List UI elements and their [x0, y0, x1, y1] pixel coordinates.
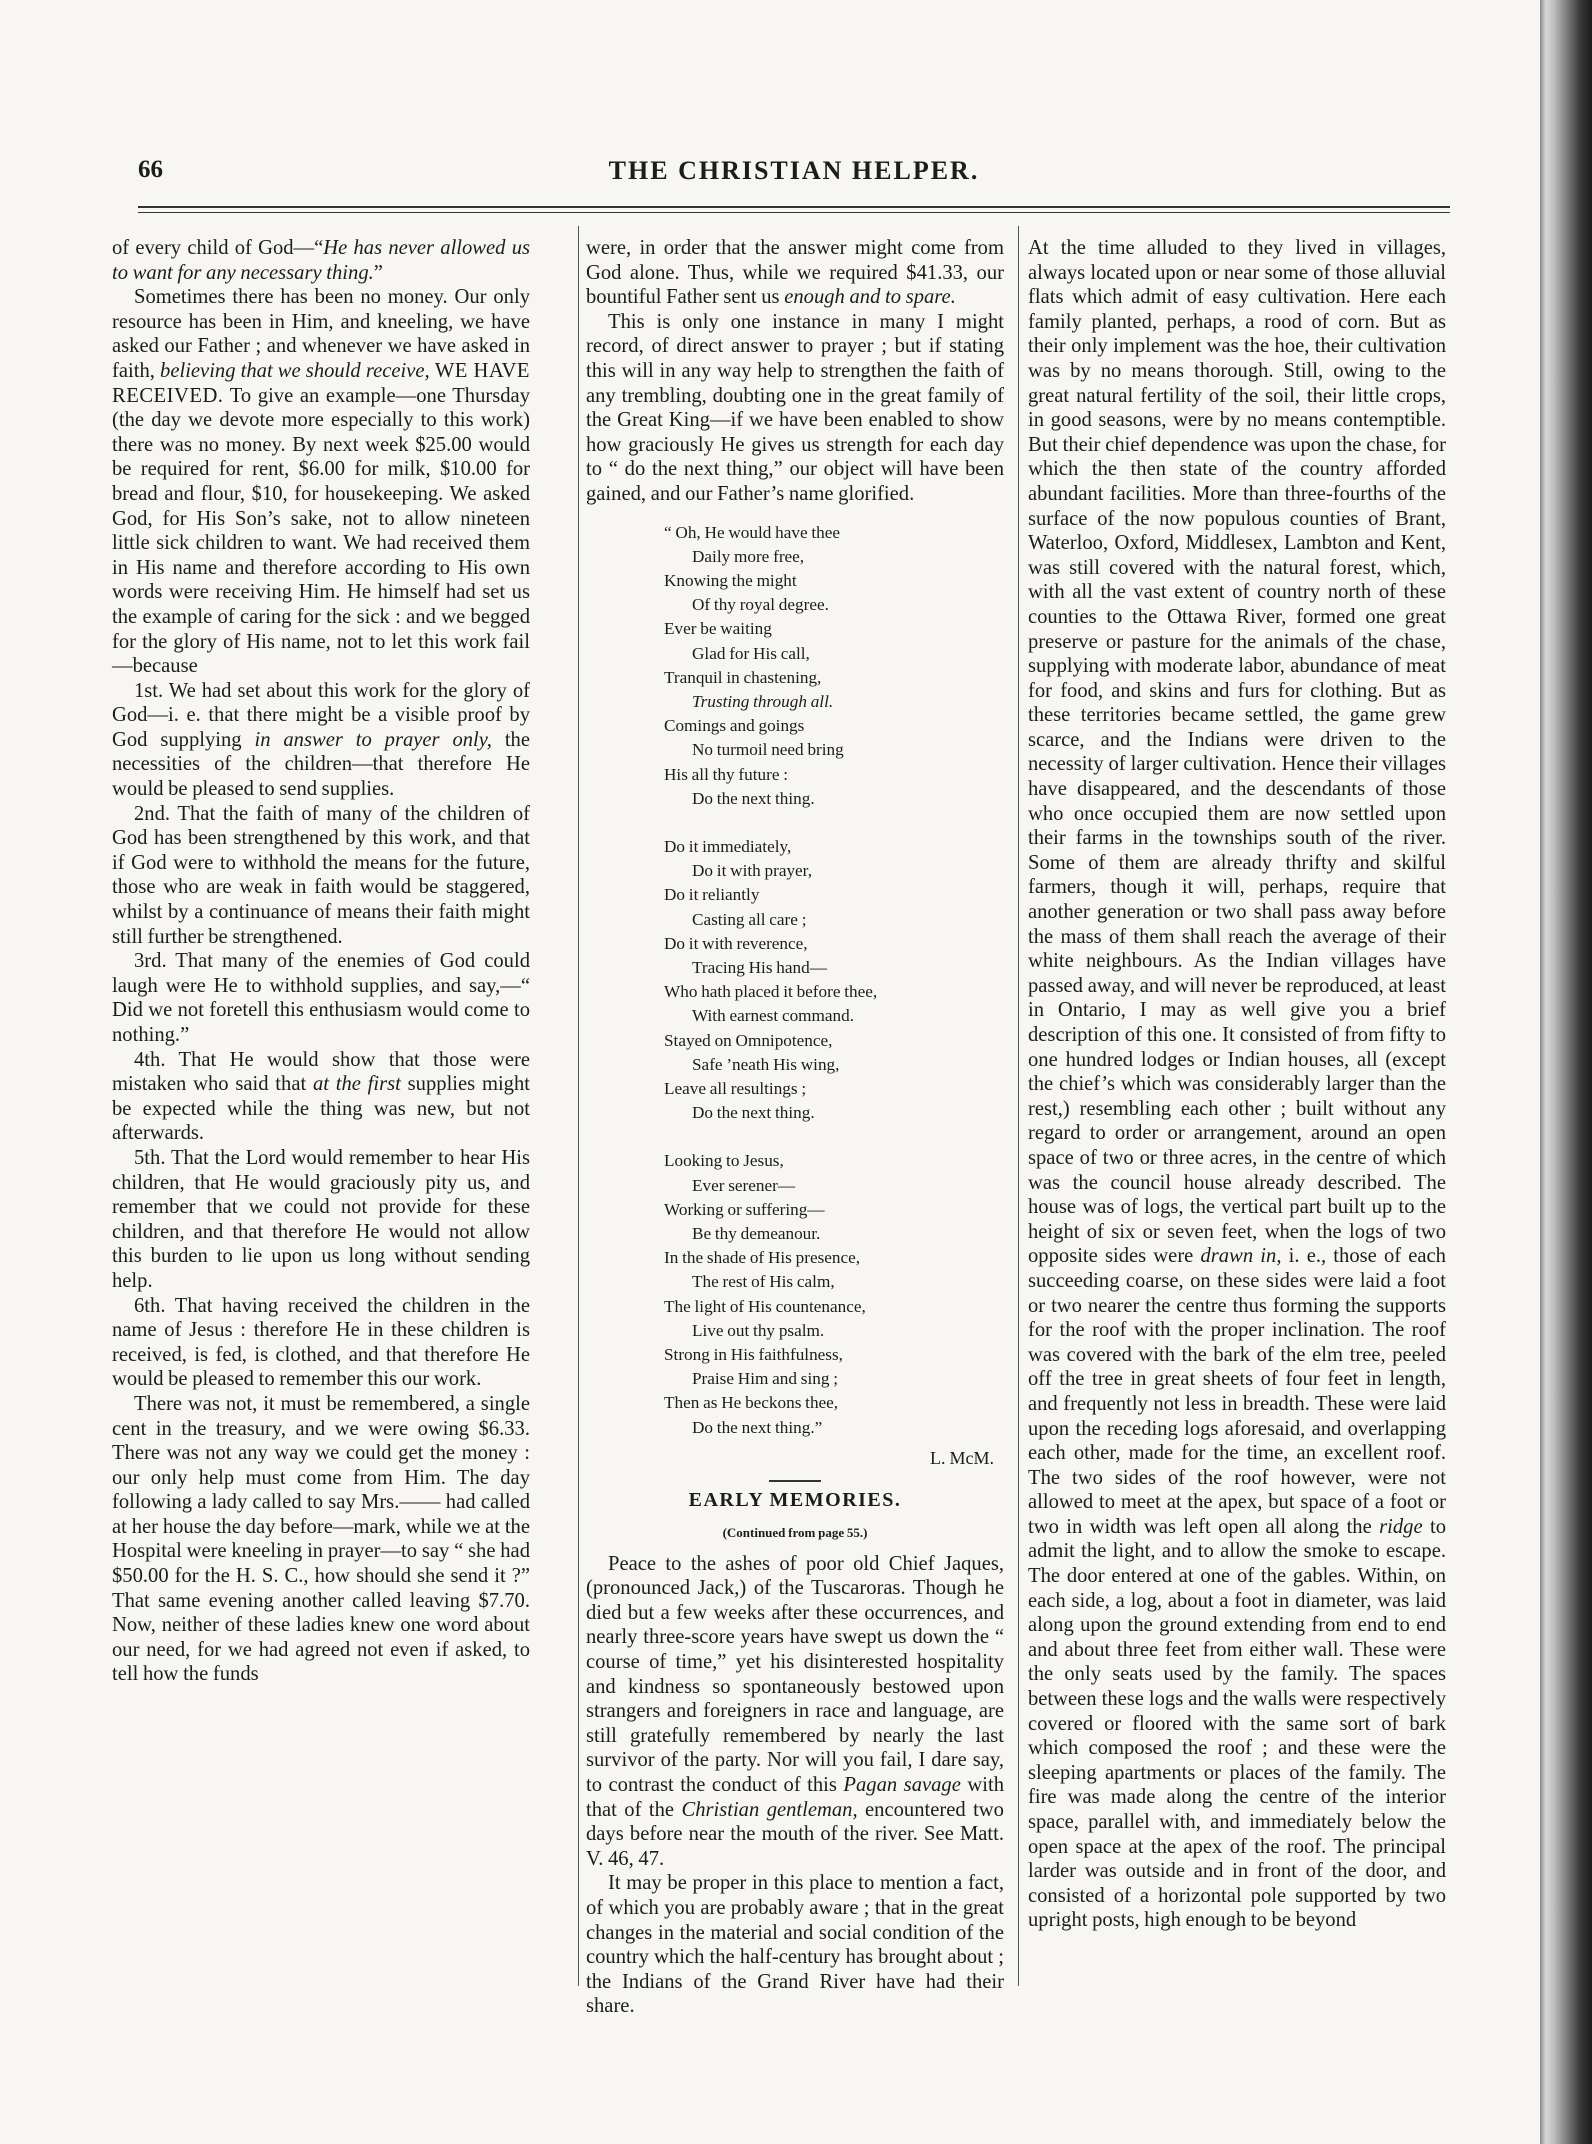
section-divider [769, 1480, 821, 1482]
poem-line: With earnest command. [692, 1006, 855, 1026]
poem-line: Strong in His faithfulness, [664, 1345, 843, 1365]
page-number: 66 [138, 156, 163, 183]
column-3 [1028, 236, 1446, 1933]
poem-line: The light of His countenance, [664, 1296, 866, 1316]
paragraph: were, in order that the answer might come from God alone. Thus, while we required $41.33, our bountiful Father sent us enough and to spare. [586, 237, 1004, 309]
poem-line: Tracing His hand— [692, 957, 827, 977]
poem-line: Working or suffering— [664, 1199, 825, 1219]
paragraph: Sometimes there has been no money. Our only resource has been in Him, and kneeling, we have asked our Father ; and whenever we have asked in faith, believing that we should receive, WE HAVE RECEIVED. To give an example—one Thursday (the day we devote more especially to this work) there was no money. By next week $25.00 would be required for rent, $6.00 for milk, $10.00 for bread and flour, $10, for housekeeping. We asked God, for His Son’s sake, not to allow nineteen little sick children to want. We had received them in His name and therefore according to His own words were receiving Him. He himself had set us the example of caring for the sick : and we begged for the glory of His name, not to let this work fail—because [112, 286, 530, 678]
paragraph: 4th. That He would show that those were mistaken who said that at the first supplies might be expected while the thing was new, but not afterwards. [112, 1048, 530, 1145]
poem-line: “ Oh, He would have thee [664, 522, 840, 542]
poem-line: Do it with prayer, [692, 861, 813, 881]
header-rule-thin [138, 212, 1450, 213]
poem-line: Comings and goings [664, 716, 805, 736]
poem-line: Do the next thing. [692, 788, 815, 808]
page-edge-shadow [1540, 0, 1592, 2144]
paragraph: of every child of God—“He has never allowed us to want for any necessary thing.” [112, 237, 531, 284]
header-rule [138, 206, 1450, 208]
poem-line: Leave all resultings ; [664, 1079, 807, 1098]
poem-line: Knowing the might [664, 570, 797, 590]
paragraph: Peace to the ashes of poor old Chief Jaques, (pronounced Jack,) of the Tuscaroras. Though he died but a few weeks after these occurrences, and nearly three-score years have swept us down the “ course of time,” yet his disinterested hospitality and kindness so spontaneously bestowed upon strangers and foreigners in race and language, are still gratefully remembered by nearly the last survivor of the party. Nor will you fail, I dare say, to contrast the conduct of this Pagan savage with that of the Christian gentleman, encountered two days before near the mouth of the river. See Matt. V. 46, 47. [586, 1552, 1004, 1870]
poem-line: His all thy future : [664, 764, 789, 784]
poem-line: Do the next thing. [692, 1103, 815, 1123]
poem-line: Do it reliantly [664, 885, 760, 905]
continued-note: (Continued from page 55.) [722, 1525, 868, 1541]
poem-line: Live out thy psalm. [692, 1320, 825, 1340]
running-title: THE CHRISTIAN HELPER. [608, 156, 980, 185]
poem-line: Ever serener— [692, 1175, 796, 1195]
poem [664, 521, 1004, 1440]
paragraph: 6th. That having received the children in the name of Jesus : therefore He in these children is received, is fed, is clothed, and that therefore He would be pleased to remember this our work. [112, 1294, 530, 1391]
column-2 [586, 236, 1004, 2019]
poem-line: Who hath placed it before thee, [664, 982, 878, 1002]
paragraph: 3rd. That many of the enemies of God could laugh were He to withhold supplies, and say,—“ Did we not foretell this enthusiasm would come to nothing.” [112, 950, 530, 1046]
poem-line: Daily more free, [692, 546, 805, 566]
poem-line: Do the next thing.” [692, 1417, 823, 1437]
column-divider [578, 226, 579, 1986]
poem-line: Tranquil in chastening, [664, 667, 822, 687]
column-divider [1018, 226, 1019, 1986]
poem-line: Of thy royal degree. [692, 595, 829, 615]
paragraph: It may be proper in this place to mention a fact, of which you are probably aware ; that in the great changes in the material and social condition of the country which the half-century has brought about ; the Indians of the Grand River have had their share. [586, 1872, 1004, 2018]
poem-line: Be thy demeanour. [692, 1224, 821, 1244]
paragraph: 2nd. That the faith of many of the children of God has been strengthened by this work, and that if God were to withhold the means for the future, those who are weak in faith would be staggered, whilst by a continuance of means their faith might still further be strengthened. [112, 802, 530, 948]
paragraph: At the time alluded to they lived in villages, always located upon or near some of those alluvial flats which admit of easy cultivation. Here each family planted, perhaps, a rood of corn. But as their only implement was the hoe, their cultivation was by no means thorough. Still, owing to the great natural fertility of the soil, their little crops, in good seasons, were by no means contemptible. But their chief dependence was upon the chase, for which the then state of the country afforded abundant facilities. More than three-fourths of the surface of the now populous counties of Brant, Waterloo, Oxford, Middlesex, Lambton and Kent, was still covered with the natural forest, which, with all the vast extent of country north of these counties to the Ottawa River, formed one great preserve or pasture for the animals of the chase, supplying with moderate labor, abundance of meat for food, and skins and furs for clothing. But as these territories became settled, the game grew scarce, and the Indians were driven to the necessity of larger cultivation. Hence their villages have disappeared, and the descendants of those who once occupied them are now settled upon their farms in the townships south of the river. Some of them are already thrifty and skilful farmers, though it will, perhaps, require that another generation or two shall pass away before the mass of them shall reach the average of their white neighbours. As the Indian villages have passed away, and will never be reproduced, at least in Ontario, I may as well give you a brief description of this one. It consisted of from fifty to one hundred lodges or Indian houses, all (except the chief’s which was considerably larger than the rest,) resembling each other ; built without any regard to order or arrangement, around an open space of two or three acres, in the centre of which was the council house already described. The house was of logs, the vertical part built up to the height of six or seven feet, when the logs of two opposite sides were drawn in, i. e., those of each succeeding coarse, on these sides were laid a foot or two nearer the centre thus forming the supports for the roof with the proper inclination. The roof was covered with the bark of the elm tree, peeled off the tree in great sheets of four feet in length, and frequently not less in breadth. These were laid upon the receding logs aforesaid, and overlapping each other, made for the time, an excellent roof. The two sides of the roof however, were not allowed to meet at the apex, but space of a foot or two in width was left open all along the ridge to admit the light, and to allow the smoke to escape. The door entered at one of the gables. Within, on each side, a log, about a foot in diameter, was laid along upon the ground extending from end to end and about three feet from either wall. These were the only seats used by the family. The spaces between these logs and the walls were respectively covered or floored with the same sort of bark which composed the roof ; and these were the sleeping apartments or places of the family. The fire was made along the centre of the interior space, parallel with, and immediately below the open space at the apex of the roof. The principal larder was outside and in front of the door, and consisted of a horizontal pole supported by two upright posts, high enough to be beyond [1028, 237, 1446, 1932]
poem-line: Then as He beckons thee, [664, 1393, 839, 1413]
poem-line: Do it with reverence, [664, 933, 808, 953]
poem-line: Praise Him and sing ; [692, 1369, 838, 1389]
paragraph: 1st. We had set about this work for the glory of God—i. e. that there might be a visible proof by God supplying in answer to prayer only, the necessities of the children—that therefore He would be pleased to send supplies. [112, 679, 530, 801]
poem-line: No turmoil need bring [692, 740, 844, 760]
poem-line: Trusting through all. [692, 691, 834, 711]
poem-line: Glad for His call, [692, 643, 810, 663]
column-1 [112, 236, 530, 1687]
stanza-break [664, 811, 1004, 835]
poem-line: Safe ’neath His wing, [692, 1054, 840, 1074]
page-header [138, 156, 1450, 192]
poem-line: Casting all care ; [692, 909, 807, 929]
stanza-break [664, 1125, 1004, 1149]
poem-line: Ever be waiting [664, 619, 772, 639]
section-title: EARLY MEMORIES. [688, 1489, 902, 1512]
poem-line: Stayed on Omnipotence, [664, 1030, 833, 1050]
paragraph: 5th. That the Lord would remember to hear His children, that He would graciously pity us, and remember that we could not provide for these children, and that therefore He would not allow this burden to lie upon us long without sending help. [112, 1146, 530, 1292]
poem-line: Do it immediately, [664, 836, 792, 856]
paragraph: There was not, it must be remembered, a single cent in the treasury, and we were owing $6.33. There was not any way we could get the money : our only help must come from Him. The day following a lady called to say Mrs.—— had called at her house the day before—mark, while we at the Hospital were kneeling in prayer—to say “ she had $50.00 for the H. S. C., how should she send it ?” That same evening another called leaving $7.70. Now, neither of these ladies knew one word about our need, for we had agreed not even if asked, to tell how the funds [112, 1392, 530, 1686]
poem-signature: L. McM. [930, 1447, 994, 1468]
poem-line: Looking to Jesus, [664, 1151, 784, 1171]
paragraph: This is only one instance in many I might record, of direct answer to prayer ; but if stating this will in any way help to strengthen the faith of any trembling, doubting one in the great family of the Great King—if we have been enabled to show how graciously He gives us strength for each day to “ do the next thing,” our object will have been gained, and our Father’s name glorified. [586, 310, 1004, 505]
poem-line: In the shade of His presence, [664, 1248, 861, 1268]
poem-line: The rest of His calm, [692, 1272, 835, 1292]
